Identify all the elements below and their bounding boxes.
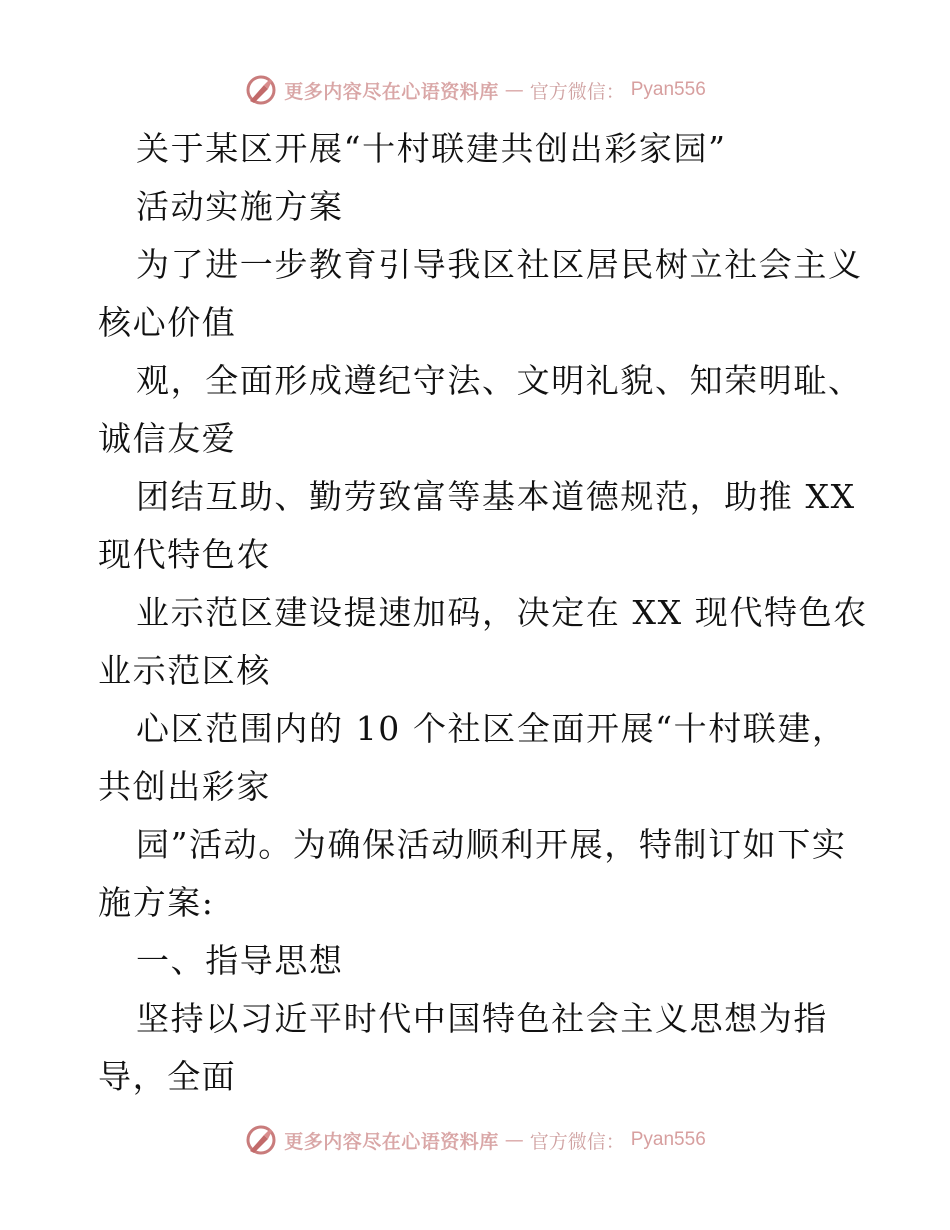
watermark-wechat-id: Pyan556 [630, 79, 706, 100]
doc-line: 一、指导思想 [136, 941, 344, 980]
watermark-main-text: 更多内容尽在心语资料库 [284, 1130, 499, 1153]
doc-line: 活动实施方案 [136, 187, 344, 226]
watermark-wechat-label: 官方微信： [529, 1130, 625, 1153]
doc-line: 共创出彩家 [98, 767, 271, 806]
doc-line: 团结互助、勤劳致富等基本道德规范，助推 XX [136, 477, 856, 516]
document-body [98, 120, 868, 1106]
watermark-main-text: 更多内容尽在心语资料库 [284, 80, 499, 103]
doc-line: 为了进一步教育引导我区社区居民树立社会主义 [136, 245, 863, 284]
watermark-wechat-id: Pyan556 [630, 1129, 706, 1150]
doc-line: 心区范围内的 10 个社区全面开展“十村联建， [136, 709, 847, 748]
watermark-dash: — [504, 79, 524, 101]
doc-line: 园”活动。为确保活动顺利开展，特制订如下实 [136, 825, 847, 864]
pen-logo-icon [244, 73, 278, 107]
doc-line: 施方案: [98, 883, 215, 922]
doc-line: 关于某区开展“十村联建共创出彩家园” [136, 129, 727, 168]
doc-line: 业示范区建设提速加码，决定在 XX 现代特色农 [136, 593, 868, 632]
header-watermark [0, 70, 950, 110]
doc-line: 核心价值 [98, 303, 237, 342]
watermark-wechat-label: 官方微信： [529, 80, 625, 103]
doc-line: 观，全面形成遵纪守法、文明礼貌、知荣明耻、 [136, 361, 863, 400]
doc-line: 业示范区核 [98, 651, 271, 690]
watermark-dash: — [504, 1129, 524, 1151]
doc-line: 坚持以习近平时代中国特色社会主义思想为指 [136, 999, 828, 1038]
doc-line: 现代特色农 [98, 535, 271, 574]
pen-logo-icon [244, 1123, 278, 1157]
doc-line: 诚信友爱 [98, 419, 237, 458]
footer-watermark [0, 1120, 950, 1160]
doc-line: 导，全面 [98, 1057, 237, 1096]
